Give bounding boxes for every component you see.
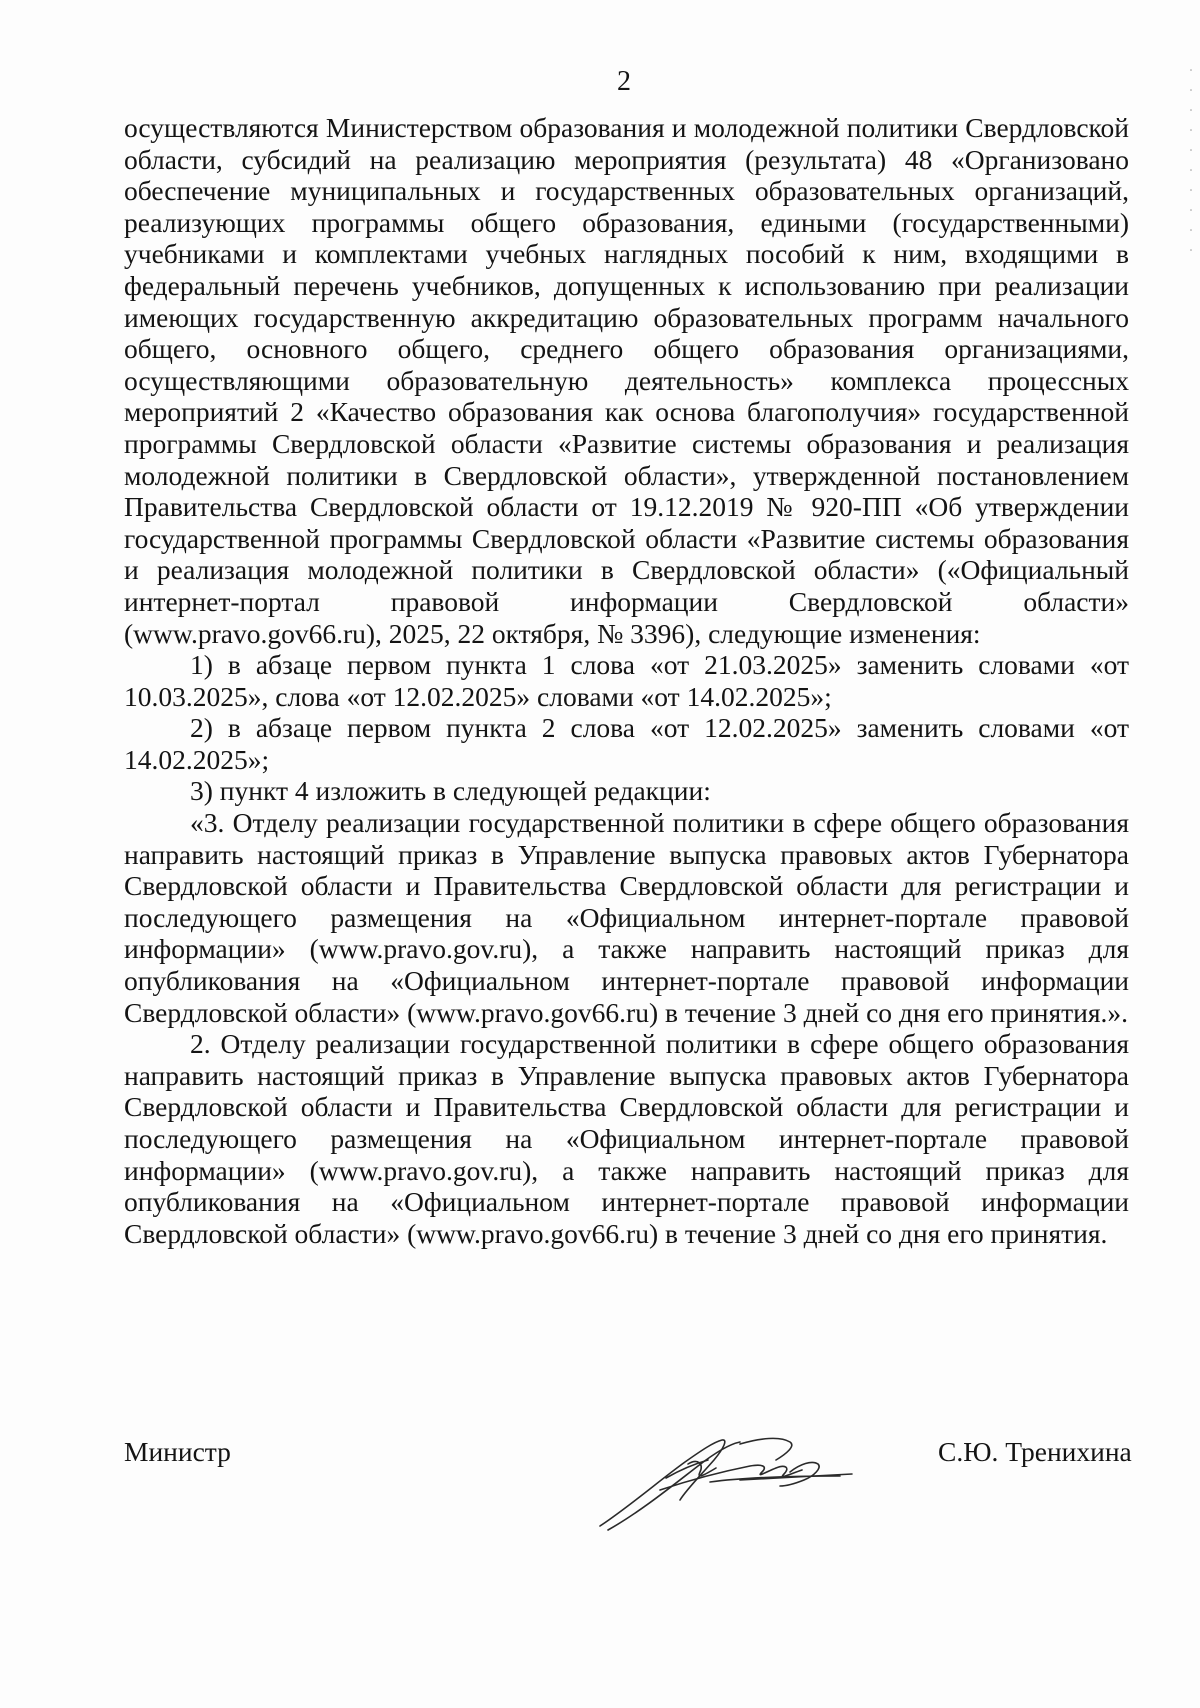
paragraph-item-2: 2. Отделу реализации государственной политики в сфере общего образования направить настоящий приказ в Управление выпуска правовых актов Губернатора Свердловской области и Правительства Свердловской области для регистрации и последующего размещения на «Официальном интернет-портале правовой информации» (www.pravo.gov.ru), а также направить настоящий приказ для опубликования на «Официальном интернет-портале правовой информации Свердловской области» (www.pravo.gov66.ru) в течение 3 дней со дня его принятия.: [124, 1028, 1129, 1249]
scan-artifact-dots: [1188, 60, 1194, 260]
signer-title: Министр: [124, 1436, 231, 1467]
paragraph-continuation: осуществляются Министерством образования и молодежной политики Свердловской области, субсидий на реализацию мероприятия (результата) 48 «Организовано обеспечение муниципальных и государственных образовательных организаций, реализующих программы общего образования, едиными (государственными) учебниками и комплектами учебных наглядных пособий к ним, входящими в федеральный перечень учебников, допущенных к использованию при реализации имеющих государственную аккредитацию образовательных программ начального общего, основного общего, среднего общего образования организациями, осуществляющими образовательную деятельность» комплекса процессных мероприятий 2 «Качество образования как основа благополучия» государственной программы Свердловской области «Развитие системы образования и реализация молодежной политики в Свердловской области», утвержденной постановлением Правительства Свердловской области от 19.12.2019 № 920-ПП «Об утверждении государственной программы Свердловской области «Развитие системы образования и реализация молодежной политики в Свердловской области» («Официальный интернет-портал правовой информации Свердловской области» (www.pravo.gov66.ru), 2025, 22 октября, № 3396), следующие изменения:: [124, 112, 1129, 649]
paragraph-change-2: 2) в абзаце первом пункта 2 слова «от 12.02.2025» заменить словами «от 14.02.2025»;: [124, 712, 1129, 775]
signature-block: [0, 1420, 1200, 1540]
paragraph-change-1: 1) в абзаце первом пункта 1 слова «от 21.03.2025» заменить словами «от 10.03.2025», слова «от 12.02.2025» словами «от 14.02.2025»;: [124, 649, 1129, 712]
page-number: 2: [617, 66, 631, 97]
signer-name: С.Ю. Тренихина: [938, 1436, 1132, 1467]
paragraph-new-wording: «3. Отделу реализации государственной политики в сфере общего образования направить настоящий приказ в Управление выпуска правовых актов Губернатора Свердловской области и Правительства Свердловской области для регистрации и последующего размещения на «Официальном интернет-портале правовой информации» (www.pravo.gov.ru), а также направить настоящий приказ для опубликования на «Официальном интернет-портале правовой информации Свердловской области» (www.pravo.gov66.ru) в течение 3 дней со дня его принятия.».: [124, 807, 1129, 1028]
document-body: [124, 112, 1129, 1249]
handwritten-signature: [590, 1420, 880, 1540]
paragraph-change-3: 3) пункт 4 изложить в следующей редакции:: [190, 775, 711, 807]
